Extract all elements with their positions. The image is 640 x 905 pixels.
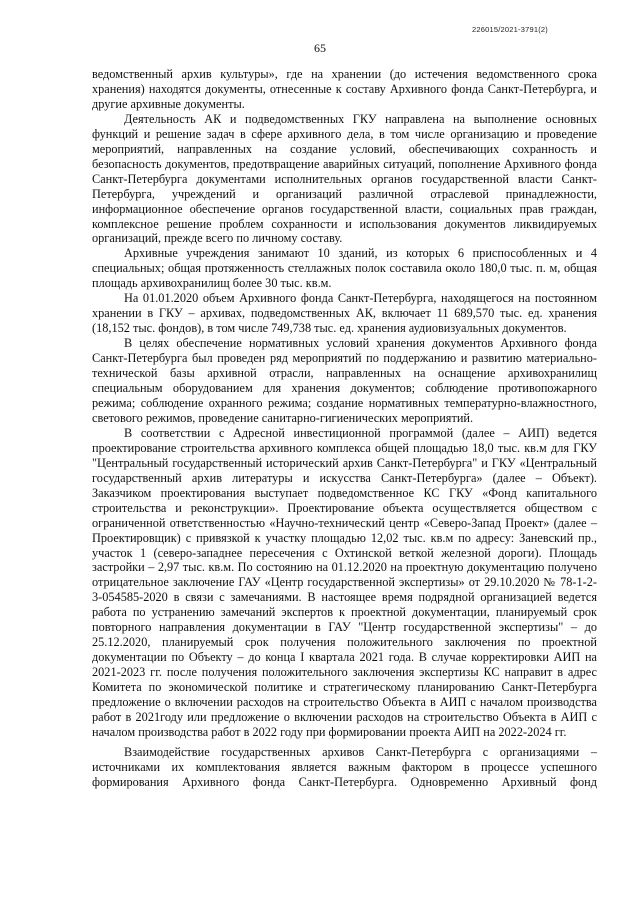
paragraph-fund-volume: На 01.01.2020 объем Архивного фонда Санкт-Петербурга, находящегося на постоянном хранении в ГКУ – архивах, подведомственных АК, включает 11 689,570 тыс. ед. хранения (18,152 тыс. фондов), в том числе 749,738 тыс. ед. хранения аудиовизуальных документов. — [92, 291, 597, 336]
paragraph-buildings: Архивные учреждения занимают 10 зданий, из которых 6 приспособленных и 4 специальных; общая протяженность стеллажных полок составила около 180,0 тыс. п. м, общая площадь архивохранилищ более 30 тыс. кв.м. — [92, 246, 597, 291]
document-body — [92, 67, 597, 790]
paragraph-archive-culture: ведомственный архив культуры», где на хранении (до истечения ведомственного срока хранения) находятся документы, отнесенные к составу Архивного фонда Санкт-Петербурга, и другие архивные документы. — [92, 67, 597, 111]
document-id: 226015/2021-3791(2) — [472, 25, 548, 34]
paragraph-interaction: Взаимодействие государственных архивов Санкт-Петербурга с организациями – источниками их комплектования является важным фактором в процессе успешного формирования Архивного фонда Санкт-Петербурга. Одновременно Архивный фонд — [92, 744, 597, 789]
page-number: 65 — [314, 41, 326, 55]
paragraph-construction-project: В соответствии с Адресной инвестиционной программой (далее – АИП) ведется проектирование строительства архивного комплекса общей площадью 18,0 тыс. кв.м для ГКУ "Центральный государственный исторический архив Санкт-Петербурга" и ГКУ «Центральный государственный архив литературы и искусства Санкт-Петербурга» (далее – Объект). Заказчиком проектирования выступает подведомственное КС ГКУ «Фонд капитального строительства и реконструкции». Проектирование объекта осуществляется обществом с ограниченной ответственностью «Научно-технический центр «Северо-Запад Проект» (далее – Проектировщик) с привязкой к участку площадью 12,02 тыс. кв.м по адресу: Заневский пр., участок 1 (северо-западнее пересечения с Охтинской веткой железной дороги). Площадь застройки – 2,97 тыс. кв.м. По состоянию на 01.12.2020 на проектную документацию получено отрицательное заключение ГАУ «Центр государственной экспертизы» от 29.10.2020 № 78-1-2-3-054585-2020 в связи с замечаниями. В настоящее время подрядной организацией ведется работа по устранению замечаний экспертов к проектной документации, планируемый срок повторного направления документации в ГАУ "Центр государственной экспертизы" – до 25.12.2020, планируемый срок получения положительного заключения по проектной документации по Объекту – до конца I квартала 2021 года. В случае корректировки АИП на 2021-2023 гг. после получения положительного заключения экспертизы КС направит в адрес Комитета по экономической политике и стратегическому планированию Санкт-Петербурга предложение о включении расходов на строительство Объекта в АИП с началом производства работ в 2021году или предложение о включении расходов на строительство Объекта в АИП с началом производства работ в 2022 году при формировании проекта АИП на 2022-2024 гг. — [92, 425, 597, 739]
paragraph-storage-conditions: В целях обеспечение нормативных условий хранения документов Архивного фонда Санкт-Петербурга был проведен ряд мероприятий по поддержанию и развитию материально-технической базы архивной отрасли, направленных на оснащение архивохранилищ специальным оборудованием для хранения документов; соблюдение противопожарного режима; соблюдение охранного режима; создание нормативных температурно-влажностного, светового режимов, проведение санитарно-гигиенических мероприятий. — [92, 336, 597, 425]
paragraph-activity-functions: Деятельность АК и подведомственных ГКУ направлена на выполнение основных функций и решение задач в сфере архивного дела, в том числе организацию и проведение мероприятий, направленных на создание условий, обеспечивающих сохранность и безопасность документов, предотвращение аварийных ситуаций, пополнение Архивного фонда Санкт-Петербурга документами исполнительных органов государственной власти Санкт-Петербурга, учреждений и организаций различной отраслевой принадлежности, информационное обеспечение органов государственной власти, социальных прав граждан, комплексное решение проблем сохранности и использования документов ликвидируемых организаций, прежде всего по личному составу. — [92, 111, 597, 246]
